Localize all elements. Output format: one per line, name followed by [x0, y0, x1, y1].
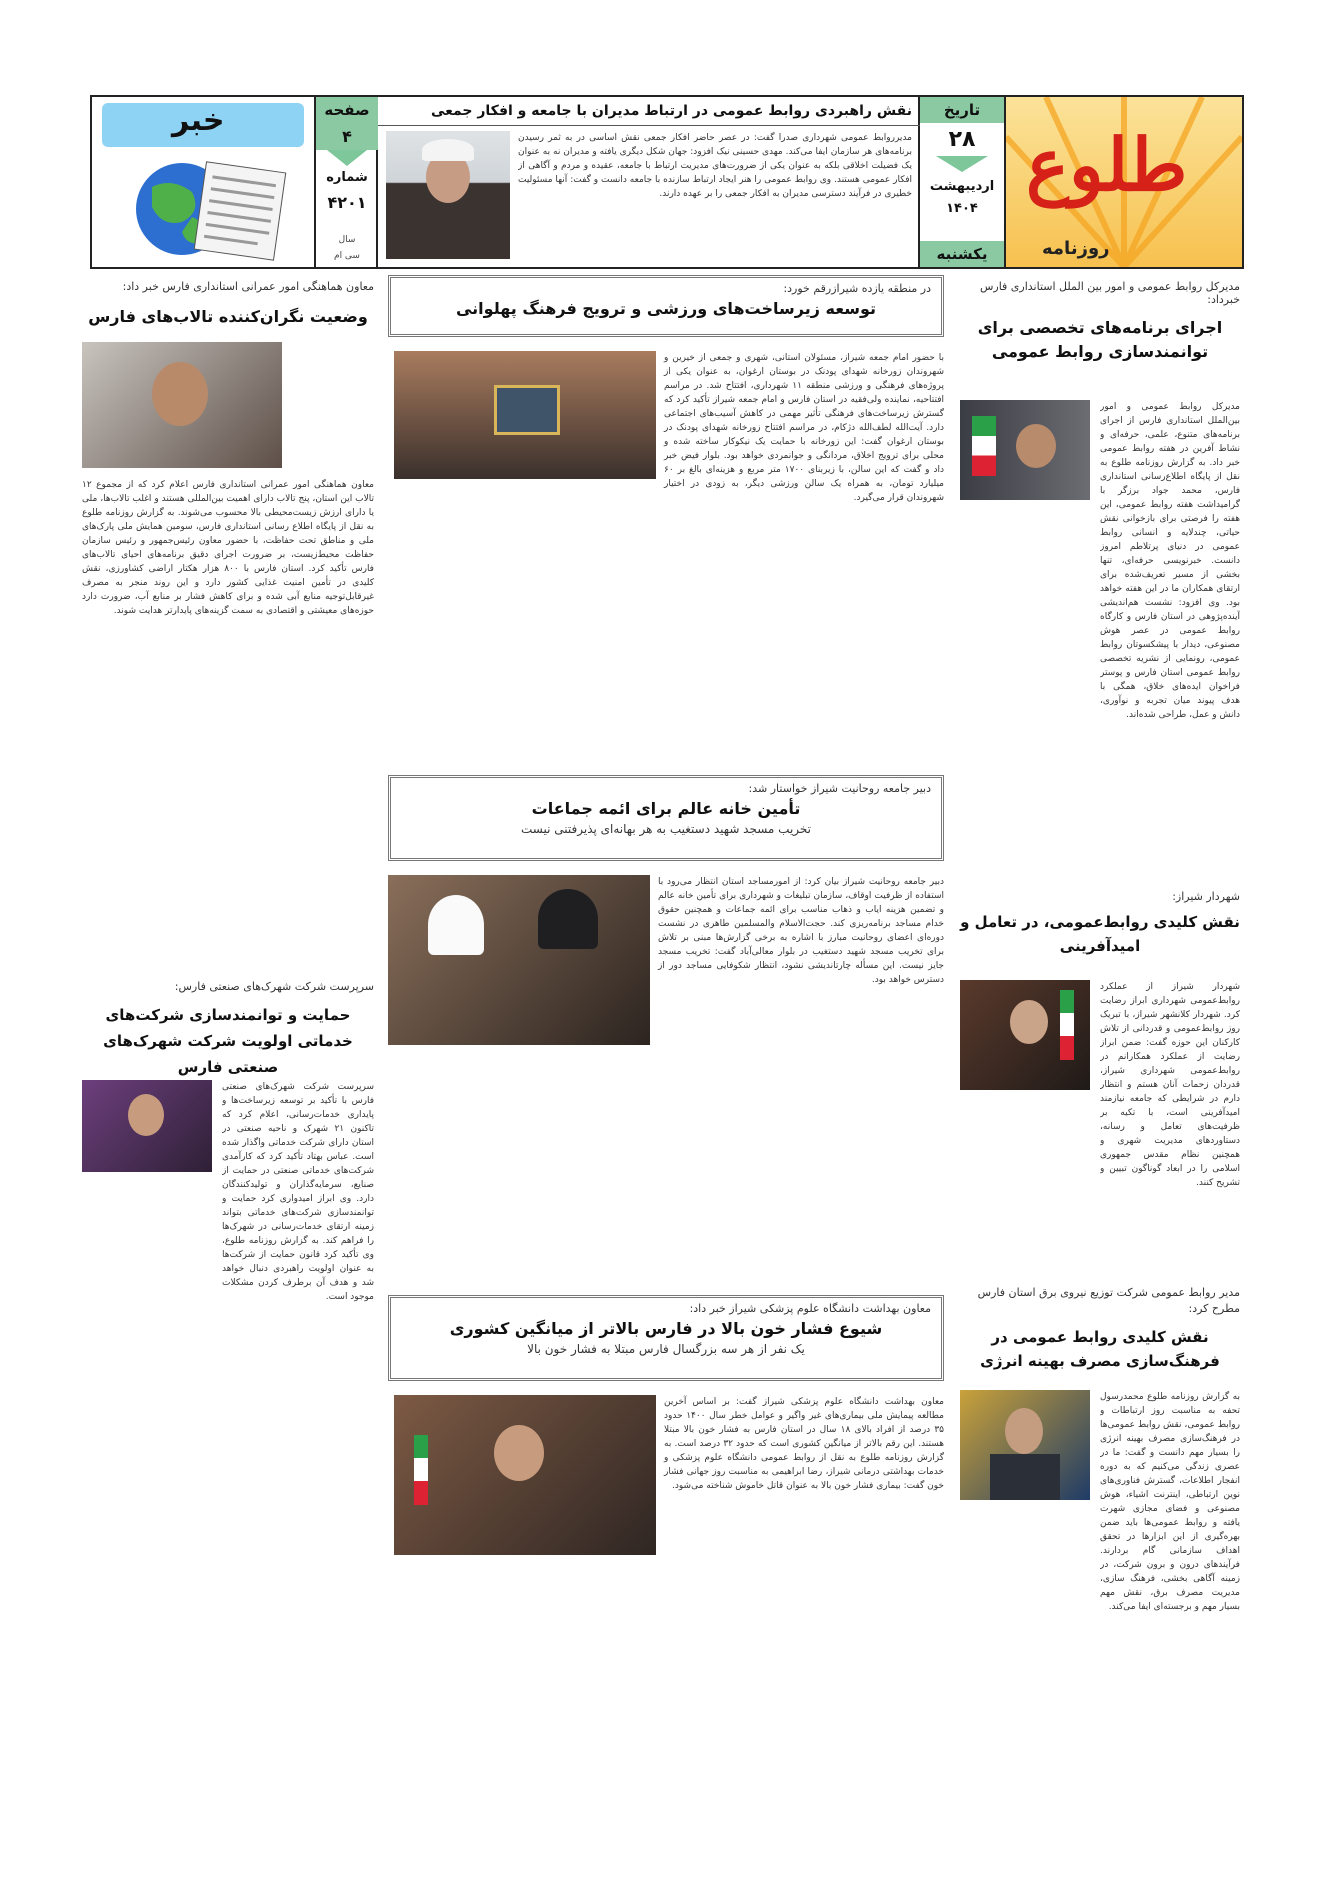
date-day: ۲۸ [920, 123, 1004, 156]
mid-a3-body: معاون بهداشت دانشگاه علوم پزشکی شیراز گفت: بر اساس آخرین مطالعه پیمایش ملی بیماری‌های غیر واگیر و عوامل خطر سال ۱۴۰۰ حدود ۳۵ درصد از افراد بالای ۱۸ سال در استان فارس به فشار خون بالا مبتلا هستند. این رقم بالاتر از میانگین کشوری است که حدود ۳۲ درصد است. به گزارش روزنامه طلوع به نقل از روابط عمومی دانشگاه علوم پزشکی و خدمات بهداشتی درمانی شیراز، رضا ابراهیمی به مناسبت روز جهانی فشار خون گفت: بیماری فشار خون بالا به عنوان قاتل خاموش شناخته می‌شود. [664, 1397, 944, 1491]
date-month-year: اردیبهشت ۱۴۰۴ [929, 179, 995, 216]
mid-a3-title: شیوع فشار خون بالا در فارس بالاتر از میانگین کشوری [449, 1319, 883, 1338]
page-label: صفحه [316, 97, 378, 123]
right-a3-body: به گزارش روزنامه طلوع محمدرسول تحفه به مناسبت روز ارتباطات و روابط عمومی، نقش روابط عمومی‌ها در فرهنگ‌سازی مصرف بهینه انرژی را بسیار مهم دانست و گفت: ما در عصری زندگی می‌کنیم که به دوره انفجار اطلاعات، گسترش فناوری‌های نوین ارتباطی، اینترنت اشیاء، هوش مصنوعی و فضای مجازی شهرت یافته و روابط عمومی‌ها باید ضمن بهره‌گیری از این ابزارها در تحقق اهداف سازمانی گام بردارند. فرآیندهای درون و برون شرکت، در زمینه آگاهی بخشی، فرهنگ سازی، مدیریت مصرف برق، نقش مهم بسیار مهم و برجسته‌ای ایفا می‌کند. [1100, 1392, 1240, 1612]
right-column [960, 280, 1240, 1840]
right-a3-kicker: مدیر روابط عمومی شرکت توزیع نیروی برق استان فارس مطرح کرد: [977, 1286, 1240, 1315]
logo-text: طلوع [1026, 122, 1188, 207]
mid-a2-headbox [388, 775, 944, 861]
masthead [90, 95, 1244, 269]
left-a1-title: وضعیت نگران‌کننده تالاب‌های فارس [88, 307, 368, 326]
mid-a3-kicker: معاون بهداشت دانشگاه علوم پزشکی شیراز خبر داد: [689, 1302, 931, 1315]
right-a2-photo [960, 980, 1090, 1090]
date-arrow-icon [936, 156, 988, 172]
left-a2-kicker: سرپرست شرکت شهرک‌های صنعتی فارس: [174, 980, 374, 993]
right-a1-photo [960, 400, 1090, 500]
left-a2-body: سرپرست شرکت شهرک‌های صنعتی فارس با تأکید بر توسعه زیرساخت‌ها و پایداری خدمات‌رسانی، اعلام کرد که تاکنون ۲۱ شهرک و ناحیه صنعتی در استان دارای شرکت خدماتی واگذار شده است. عباس بهتاد تأکید کرد که کارآمدی شرکت‌های خدماتی صنعتی در حمایت از صنایع، سرمایه‌گذاران و تولیدکنندگان دارد. وی ابراز امیدواری کرد حمایت و توانمندسازی شرکت‌های خدماتی بتواند زمینه ارتقای خدمات‌رسانی در شهرک‌ها را فراهم کند. به گزارش روزنامه طلوع، وی تأکید کرد قانون حمایت از شرکت‌ها به عنوان اولویت راهبردی دنبال خواهد شد و هدف آن برطرف کردن مشکلات موجود است. [222, 1082, 374, 1302]
left-a1-kicker: معاون هماهنگی امور عمرانی استانداری فارس خبر داد: [122, 280, 374, 293]
weekday: یکشنبه [920, 241, 1004, 267]
logo-subtitle: روزنامه [1042, 238, 1110, 259]
khabar-logo [92, 97, 314, 267]
right-a3-title: نقش کلیدی روابط عمومی در فرهنگ‌سازی مصرف بهینه انرژی [980, 1328, 1220, 1370]
mid-a1-title: توسعه زیرساخت‌های ورزشی و ترویج فرهنگ پهلوانی [455, 299, 876, 318]
mid-a3-subtitle: یک نفر از هر سه بزرگسال فارس مبتلا به فشار خون بالا [527, 1342, 805, 1356]
issue-tab [314, 97, 378, 267]
left-a2-photo [82, 1080, 212, 1172]
year-label: سال [338, 235, 356, 245]
right-a1-kicker: مدیرکل روابط عمومی و امور بین الملل استانداری فارس خبرداد: [979, 280, 1240, 306]
logo-block [1006, 97, 1242, 267]
date-tab [918, 97, 1006, 267]
left-a1-photo [82, 342, 282, 468]
right-a1-body: مدیرکل روابط عمومی و امور بین‌الملل استانداری فارس از اجرای برنامه‌های متنوع، علمی، حرفه‌ای و نشاط آفرین در هفته روابط عمومی خبر داد. به گزارش روزنامه طلوع به نقل از پایگاه اطلاع‌رسانی استانداری فارس، محمد جواد برزگر با گرامیداشت هفته روابط عمومی، این هفته را فرصتی برای بازخوانی نقش حیاتی، چندلایه و انسانی روابط عمومی در دنیای پرتلاطم امروز دانست. خبرنویسی حرفه‌ای، تنها بخشی از مسیر تعریف‌شده برای ارتقای همکاران ما در این هفته خواهد بود. وی افزود: نشست هم‌اندیشی آینده‌پژوهی در استان فارس و کارگاه روابط عمومی در عصر هوش مصنوعی، دیدار با پیشکسوتان روابط عمومی، رونمایی از نشریه تخصصی روابط عمومی استان فارس و پوستر فراخوان ایده‌های خلاق، همگی با هدف پیوند میان تجربه و نوآوری، دانش و عمل، طراحی شده‌اند. [1100, 402, 1240, 720]
globe-newspaper-icon [112, 147, 292, 262]
top-story-body: مدیرروابط عمومی شهرداری صدرا گفت: در عصر حاضر افکار جمعی نقش اساسی در به ثمر رسیدن برنامه‌های هر سازمان ایفا می‌کند. مهدی حسینی نیک افزود: جهان شکل دیگری یافته و مدیران نه به عنوان یک فضیلت اخلاقی بلکه به عنوان یکی از ضرورت‌های مدیریت ارتباط با جامعه، عقیده و مردم و آگاهی از افکار عمومی هستند. وی روابط عمومی را هنر ایجاد ارتباط سازنده با جامعه دانست و گفت: آنها مسئولیت خطیری در فرآیند دسترسی مدیران به افکار جمعی را بر عهده دارند. [518, 133, 912, 199]
top-story-title: نقش راهبردی روابط عمومی در ارتباط مدیران با جامعه و افکار جمعی [378, 97, 920, 126]
mid-a2-subtitle: تخریب مسجد شهید دستغیب به هر بهانه‌ای پذیرفتنی نیست [520, 822, 812, 836]
khabar-text: خبر [172, 103, 225, 138]
left-a2-title: حمایت و توانمندسازی شرکت‌های خدماتی اولویت شرکت شهرک‌های صنعتی فارس [103, 1006, 353, 1076]
page-number: ۴ [316, 123, 378, 150]
right-a2-kicker: شهردار شیراز: [1172, 890, 1240, 903]
mid-a2-kicker: دبیر جامعه روحانیت شیراز خواستار شد: [748, 782, 931, 795]
year-value: سی ام [334, 251, 360, 261]
issue-arrow-icon [327, 150, 367, 166]
date-label: تاریخ [920, 97, 1004, 123]
left-a1-body: معاون هماهنگی امور عمرانی استانداری فارس اعلام کرد که از مجموع ۱۲ تالاب این استان، پنج تالاب دارای اهمیت بین‌المللی هستند و اغلب تالاب‌ها، ملی یا دارای ارزش زیست‌محیطی بالا محسوب می‌شوند. به گزارش روزنامه طلوع به نقل از پایگاه اطلاع رسانی استانداری فارس، سومین همایش ملی پارک‌های ملی و مناطق تحت حفاظت، با حضور معاون رئیس‌جمهور و رئیس سازمان حفاظت محیط‌زیست، بر ضرورت اجرای دقیق برنامه‌های احیای تالاب‌های فارس تأکید کرد. استان فارس با ۸۰۰ هزار هکتار اراضی کشاورزی، نقش کلیدی در تأمین امنیت غذایی کشور دارد و این روند منجر به مصرف غیرقابل‌توجیه منابع آبی شده و برای کاهش فشار بر منابع آب، ضرورت دارد حوزه‌های معیشتی و اقتصادی به سمت گزینه‌های پایدارتر هدایت شوند. [82, 480, 374, 616]
mid-a1-headbox [388, 275, 944, 337]
issue-label: شماره [326, 170, 368, 185]
mid-a2-title: تأمین خانه عالم برای ائمه جماعات [531, 799, 801, 818]
middle-column [388, 275, 944, 1840]
mid-a1-kicker: در منطقه یازده شیرازرقم خورد: [783, 282, 931, 295]
top-story-photo [386, 131, 510, 259]
right-a2-title: نقش کلیدی روابط‌عمومی، در تعامل و امیدآفرینی [960, 913, 1240, 955]
mid-a2-body: دبیر جامعه روحانیت شیراز بیان کرد: از امورمساجد استان انتظار می‌رود با استفاده از ظرفیت اوقاف، سازمان تبلیغات و شهرداری برای تأمین خانه عالم و تضمین هزینه ایاب و ذهاب مناسب برای ائمه جماعات و همچنین حقوق خدام مساجد برنامه‌ریزی کند. حجت‌الاسلام والمسلمین طاهری در نشست دوره‌ای اعضای روحانیت مبارز با اشاره به برخی گزارش‌ها مبنی بر تلاش برای تخریب مسجد شهید دستغیب در بلوار معالی‌آباد گفت: تخریب مسجد جایز نیست. این مسأله چارتاندیشی نشود، انتظار شکوفایی مساجد دور از دسترس خواهد بود. [658, 877, 944, 985]
mid-a3-headbox [388, 1295, 944, 1381]
right-a2-body: شهردار شیراز از عملکرد روابط‌عمومی شهرداری ابراز رضایت کرد. شهردار کلانشهر شیراز، با تبریک روز روابط‌عمومی و قدردانی از تلاش کارکنان این حوزه گفت: ضمن ابراز رضایت از عملکرد همکارانم در روابط‌عمومی شهرداری شیراز، قدردان زحمات آنان هستم و انتظار دارم در شرایطی که جامعه نیازمند امیدآفرینی است، با تکیه بر ظرفیت‌های تعامل و رسانه، دستاوردهای مدیریت شهری و همچنین نظام مقدس جمهوری اسلامی را در ابعاد گوناگون تبیین و تشریح کنند. [1100, 982, 1240, 1188]
right-a3-photo [960, 1390, 1090, 1500]
right-a1-title: اجرای برنامه‌های تخصصی برای توانمندسازی روابط عمومی [977, 318, 1223, 361]
left-column [82, 280, 374, 1840]
top-story [376, 97, 920, 267]
issue-number: ۴۲۰۱ [327, 193, 367, 212]
mid-a1-body: با حضور امام جمعه شیراز، مسئولان استانی، شهری و جمعی از خیرین و شهروندان زورخانه شهدای پودنک در بوستان ارغوان، به عنوان یکی از پروژه‌های فرهنگی و ورزشی منطقه ۱۱ شهرداری، افتتاح شد. در مراسم افتتاحیه، نماینده ولی‌فقیه در استان فارس و امام جمعه شیراز تأکید کرد که گسترش زیرساخت‌های فرهنگی تأثیر مهمی در کاهش آسیب‌های اجتماعی دارد. آیت‌الله لطف‌الله دژکام، در مراسم افتتاح زورخانه شهدای پودنک در بوستان ارغوان گفت: این زورخانه با حمایت یک نیکوکار ساخته شده و محلی برای ترویج اخلاق، مردانگی و جوانمردی خواهد بود. بلوار فیض خبر داد و گفت که این سالن، با زیربنای ۱۷۰۰ متر مربع و هزینه‌ای بالغ بر ۶۰ میلیارد تومان، به همراه یک سالن ورزشی دیگر، به زودی در اختیار شهروندان قرار می‌گیرد. [664, 353, 944, 503]
